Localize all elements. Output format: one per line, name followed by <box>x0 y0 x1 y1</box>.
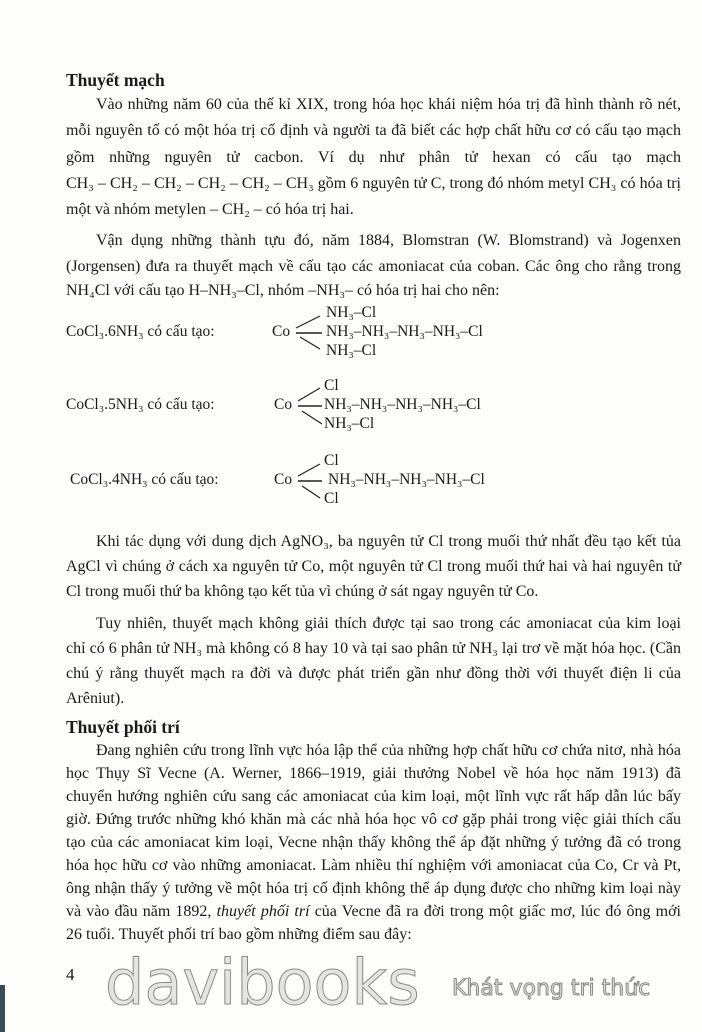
section-heading-thuyet-phoi-tri: Thuyết phối trí <box>66 717 180 737</box>
scan-edge <box>0 985 5 1032</box>
italic-term: thuyết phối trí <box>216 903 310 920</box>
bond-lines <box>296 312 326 352</box>
section-heading-thuyet-mach: Thuyết mạch <box>66 70 165 90</box>
watermark-brand: davibooks <box>105 946 420 1019</box>
watermark-slogan: Khát vọng tri thức <box>452 976 651 1001</box>
page-number: 4 <box>66 965 75 984</box>
line-with-italic: và vào đầu năm 1892, thuyết phối trí của Vecne đã ra đời trong một giấc mơ, lúc đó ông mới <box>66 903 682 920</box>
